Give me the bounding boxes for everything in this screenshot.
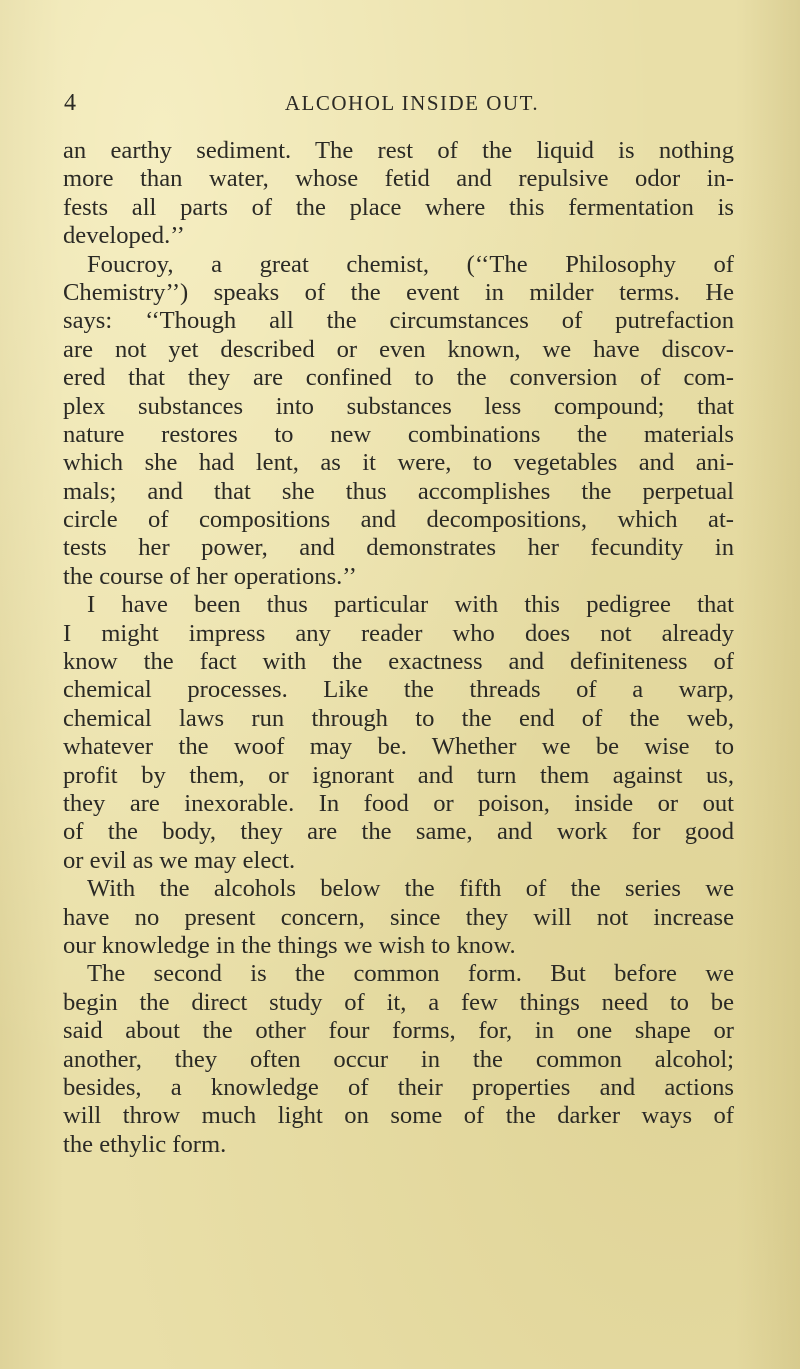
text-line: tests her power, and demonstrates her fecundity in [63,534,734,562]
text-line: besides, a knowledge of their properties and actions [63,1073,734,1101]
running-head [64,88,732,118]
text-line: more than water, whose fetid and repulsive odor in- [63,165,734,193]
text-line: developed.’’ [63,222,185,250]
page-number: 4 [64,90,76,116]
text-line: Chemistry’’) speaks of the event in milder terms. He [63,278,734,306]
text-line: The second is the common form. But before we [87,960,734,988]
text-line: profit by them, or ignorant and turn them against us, [63,761,734,789]
running-head-title: ALCOHOL INSIDE OUT. [284,91,540,115]
text-line: have no present concern, since they will not increase [63,903,734,931]
text-line: mals; and that she thus accomplishes the perpetual [63,477,734,505]
text-line: another, they often occur in the common alcohol; [63,1045,734,1073]
text-line: plex substances into substances less compound; that [63,392,734,420]
text-line: our knowledge in the things we wish to know. [63,931,516,959]
text-line: begin the direct study of it, a few things need to be [63,988,734,1016]
text-line: which she had lent, as it were, to vegetables and ani- [63,449,734,477]
body-text [63,137,734,1159]
text-line: Foucroy, a great chemist, (‘‘The Philosophy of [87,250,734,278]
text-line: will throw much light on some of the darker ways of [63,1102,734,1130]
text-line: of the body, they are the same, and work for good [63,818,734,846]
text-line: chemical laws run through to the end of the web, [63,704,734,732]
text-line: chemical processes. Like the threads of a warp, [63,676,734,704]
text-line: fests all parts of the place where this fermentation is [63,193,734,221]
text-line: ered that they are confined to the conversion of com- [63,364,734,392]
text-line: I have been thus particular with this pedigree that [87,591,734,619]
text-line: or evil as we may elect. [63,846,296,874]
text-line: says: ‘‘Though all the circumstances of putrefaction [63,307,734,335]
text-line: the course of her operations.’’ [63,562,357,590]
text-line: I might impress any reader who does not already [63,619,734,647]
text-line: an earthy sediment. The rest of the liquid is nothing [63,137,734,164]
text-line: said about the other four forms, for, in one shape or [63,1017,734,1045]
text-line: know the fact with the exactness and definiteness of [63,648,734,676]
text-line: the ethylic form. [63,1130,227,1158]
text-line: are not yet described or even known, we have discov- [63,335,734,363]
text-line: whatever the woof may be. Whether we be wise to [63,733,734,761]
text-line: nature restores to new combinations the materials [63,420,734,448]
text-line: circle of compositions and decompositions, which at- [63,506,734,534]
text-line: With the alcohols below the fifth of the series we [87,875,734,903]
text-line: they are inexorable. In food or poison, inside or out [63,789,734,817]
